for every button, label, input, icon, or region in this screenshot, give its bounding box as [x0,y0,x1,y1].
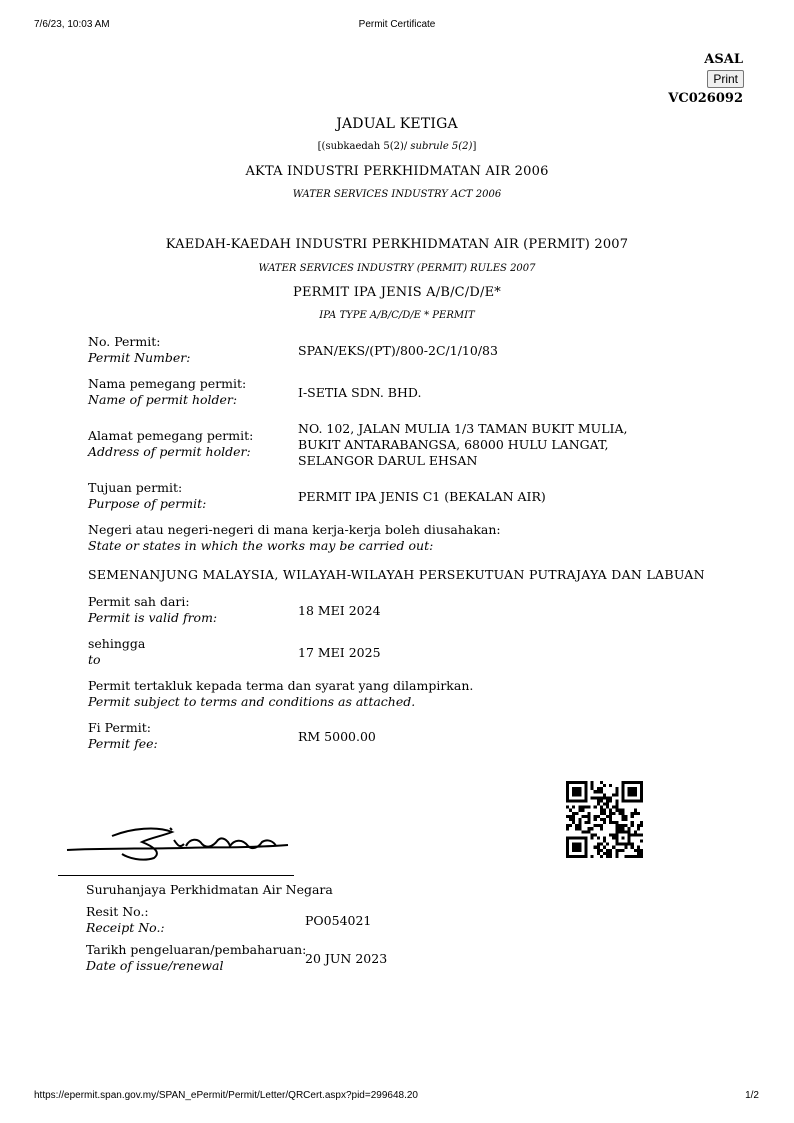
subrule-en: subrule 5(2) [410,141,473,152]
subrule-prefix: [(subkaedah 5(2)/ [317,141,411,152]
signature-line [58,875,294,876]
print-page-title: Permit Certificate [358,19,436,30]
authority-name: Suruhanjaya Perkhidmatan Air Negara [86,882,333,897]
receipt-value: PO054021 [305,913,372,928]
address-line-1: NO. 102, JALAN MULIA 1/3 TAMAN BUKIT MULIA, [298,421,628,436]
valid-from-value: 18 MEI 2024 [298,603,381,618]
verification-code: VC026092 [668,91,743,106]
label-ms: Nama pemegang permit: [88,376,247,391]
label-ms: Negeri atau negeri-negeri di mana kerja-kerja boleh diusahakan: [88,522,501,537]
rules-title-en: WATER SERVICES INDUSTRY (PERMIT) RULES 2007 [258,263,536,274]
label-ms: No. Permit: [88,334,161,349]
print-url: https://epermit.span.gov.my/SPAN_ePermit/Permit/Letter/QRCert.aspx?pid=299648.20 [34,1090,418,1101]
label-en: Receipt No.: [86,920,165,935]
label-en: Permit fee: [88,736,158,751]
valid-to-label [88,636,145,668]
act-title-ms: AKTA INDUSTRI PERKHIDMATAN AIR 2006 [245,164,549,179]
label-ms: Fi Permit: [88,720,151,735]
permit-type-en: IPA TYPE A/B/C/D/E * PERMIT [319,310,475,321]
valid-to-value: 17 MEI 2025 [298,645,381,660]
permit-number-value: SPAN/EKS/(PT)/800-2C/1/10/83 [298,343,498,358]
issue-date-label [86,942,306,974]
signature-image [62,818,294,876]
holder-value: I-SETIA SDN. BHD. [298,385,422,400]
label-en: Date of issue/renewal [86,958,224,973]
address-line-2: BUKIT ANTARABANGSA, 68000 HULU LANGAT, [298,437,609,452]
label-en: to [88,652,101,667]
valid-from-label [88,594,217,626]
permit-type-ms: PERMIT IPA JENIS A/B/C/D/E* [293,285,501,300]
address-line-3: SELANGOR DARUL EHSAN [298,453,478,468]
print-button[interactable]: Print [707,70,744,88]
fee-label [88,720,158,752]
states-value: SEMENANJUNG MALAYSIA, WILAYAH-WILAYAH PERSEKUTUAN PUTRAJAYA DAN LABUAN [88,567,705,582]
print-datetime: 7/6/23, 10:03 AM [34,19,110,30]
label-en: Permit is valid from: [88,610,218,625]
label-en: State or states in which the works may be carried out: [88,538,434,553]
label-en: Address of permit holder: [88,444,251,459]
receipt-label [86,904,165,936]
address-value [298,421,627,469]
fee-value: RM 5000.00 [298,729,376,744]
qr-code [566,781,643,858]
purpose-label [88,480,206,512]
holder-label [88,376,246,408]
label-ms: sehingga [88,636,146,651]
schedule-title: JADUAL KETIGA [336,116,458,132]
print-page-number: 1/2 [745,1090,759,1101]
terms-note [88,678,473,710]
terms-ms: Permit tertakluk kepada terma dan syarat yang dilampirkan. [88,678,474,693]
purpose-value: PERMIT IPA JENIS C1 (BEKALAN AIR) [298,489,546,504]
address-label [88,428,253,460]
label-ms: Alamat pemegang permit: [88,428,254,443]
label-en: Name of permit holder: [88,392,238,407]
label-en: Purpose of permit: [88,496,207,511]
label-ms: Permit sah dari: [88,594,190,609]
act-title-en: WATER SERVICES INDUSTRY ACT 2006 [292,189,502,200]
status-label: ASAL [704,52,743,67]
issue-date-value: 20 JUN 2023 [305,951,388,966]
label-en: Permit Number: [88,350,191,365]
states-label [88,522,501,554]
permit-number-label [88,334,191,366]
label-ms: Tujuan permit: [88,480,183,495]
terms-en: Permit subject to terms and conditions as attached. [88,694,416,709]
label-ms: Tarikh pengeluaran/pembaharuan: [86,942,307,957]
label-ms: Resit No.: [86,904,149,919]
subrule-suffix: ] [472,141,477,152]
subrule-reference [0,141,794,152]
rules-title-ms: KAEDAH-KAEDAH INDUSTRI PERKHIDMATAN AIR (PERMIT) 2007 [165,237,629,252]
